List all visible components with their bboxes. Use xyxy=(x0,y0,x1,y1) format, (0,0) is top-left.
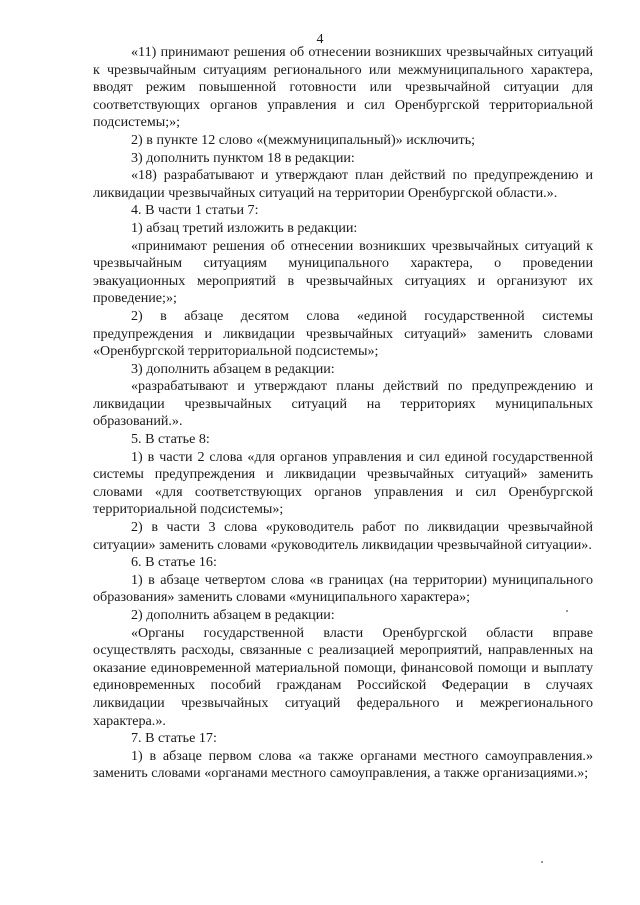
paragraph-article-8-item-2: 2) в части 3 слова «руководитель работ по ликвидации чрезвычайной ситуации» заменить словами «руководитель ликвидации чрезвычайной ситуации». xyxy=(93,519,593,553)
paragraph-article-7-heading: 4. В части 1 статьи 7: xyxy=(131,202,259,219)
paragraph-article-16-item-1: 1) в абзаце четвертом слова «в границах (на территории) муниципального образования» заменить словами «муниципального характера»; xyxy=(93,571,593,606)
paragraph-point-12-amendment: 2) в пункте 12 слово «(межмуниципальный)» исключить; xyxy=(131,131,476,148)
paragraph-article-7-item-3-text: «разрабатывают и утверждают планы действий по предупреждению и ликвидации чрезвычайных ситуаций на территориях муниципальных образований.». xyxy=(93,378,593,430)
paragraph-article-7-item-1: 1) абзац третий изложить в редакции: xyxy=(131,219,358,236)
paragraph-article-8-heading: 5. В статье 8: xyxy=(131,431,210,448)
paragraph-article-8-item-1: 1) в части 2 слова «для органов управления и сил единой государственной системы предупреждения и ликвидации чрезвычайных ситуаций» заменить словами «для соответствующих органов управления и сил Оренбургской территориальной подсистемы»; xyxy=(93,448,593,518)
paragraph-article-16-heading: 6. В статье 16: xyxy=(131,554,217,571)
scan-speck xyxy=(566,610,568,612)
paragraph-item-11-text: «11) принимают решения об отнесении возникших чрезвычайных ситуаций к чрезвычайным ситуациям регионального или межмуниципального характера, вводят режим повышенной готовности или чрезвычайной ситуации для соответствующих органов управления и сил Оренбургской территориальной подсистемы;»; xyxy=(93,44,593,131)
page-number: 4 xyxy=(316,32,324,47)
paragraph-article-7-item-3: 3) дополнить абзацем в редакции: xyxy=(131,360,335,377)
paragraph-article-17-item-1: 1) в абзаце первом слова «а также органами местного самоуправления.» заменить словами «органами местного самоуправления, а также организациями.»; xyxy=(93,747,593,782)
document-body xyxy=(93,44,593,783)
scan-speck xyxy=(541,861,543,863)
paragraph-article-7-item-2: 2) в абзаце десятом слова «единой государственной системы предупреждения и ликвидации чрезвычайных ситуаций» заменить словами «Оренбургской территориальной подсистемы»; xyxy=(93,307,593,360)
paragraph-article-17-heading: 7. В статье 17: xyxy=(131,730,217,747)
paragraph-point-18-text: «18) разрабатывают и утверждают план действий по предупреждению и ликвидации чрезвычайных ситуаций на территории Оренбургской области.». xyxy=(93,167,593,201)
paragraph-article-16-item-2-text: «Органы государственной власти Оренбургской области вправе осуществлять расходы, связанные с реализацией мероприятий, направленных на оказание единовременной материальной помощи, финансовой помощи и выплату единовременных пособий гражданам Российской Федерации в случаях ликвидации чрезвычайных ситуаций федерального и межрегионального характера.». xyxy=(93,624,593,729)
paragraph-article-16-item-2: 2) дополнить абзацем в редакции: xyxy=(131,607,335,623)
paragraph-add-point-18: 3) дополнить пунктом 18 в редакции: xyxy=(131,149,355,166)
paragraph-article-7-item-1-text: «принимают решения об отнесении возникших чрезвычайных ситуаций к чрезвычайным ситуациям муниципального характера, о проведении эвакуационных мероприятий в чрезвычайных ситуациях и организуют их проведение;»; xyxy=(93,237,593,307)
